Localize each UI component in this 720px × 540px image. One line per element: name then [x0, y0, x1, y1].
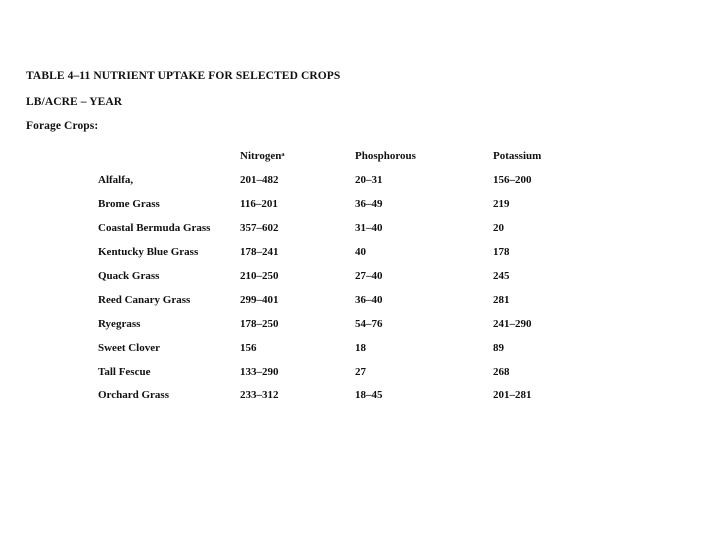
nitrogen-value: 156 [240, 342, 257, 354]
crop-name: Orchard Grass [98, 389, 169, 401]
phosphorous-value: 20–31 [355, 174, 383, 186]
potassium-value: 268 [493, 366, 510, 378]
crop-name: Kentucky Blue Grass [98, 246, 199, 258]
crop-name: Alfalfa, [98, 174, 134, 186]
nitrogen-value: 133–290 [240, 366, 279, 378]
potassium-value: 281 [493, 294, 510, 306]
nitrogen-value: 233–312 [240, 389, 279, 401]
nitrogen-value: 178–241 [240, 246, 279, 258]
units-label: LB/ACRE – YEAR [26, 96, 123, 108]
potassium-value: 20 [493, 222, 504, 234]
potassium-value: 245 [493, 270, 510, 282]
crop-name: Brome Grass [98, 198, 160, 210]
phosphorous-value: 18 [355, 342, 366, 354]
column-header-potassium: Potassium [493, 150, 542, 162]
phosphorous-value: 54–76 [355, 318, 383, 330]
crop-name: Sweet Clover [98, 342, 161, 354]
potassium-value: 201–281 [493, 389, 532, 401]
phosphorous-value: 18–45 [355, 389, 383, 401]
crop-name: Coastal Bermuda Grass [98, 222, 211, 234]
potassium-value: 241–290 [493, 318, 532, 330]
crop-name: Reed Canary Grass [98, 294, 191, 306]
potassium-value: 156–200 [493, 174, 532, 186]
column-header-phosphorous: Phosphorous [355, 150, 416, 162]
crop-name: Tall Fescue [98, 366, 151, 378]
potassium-value: 89 [493, 342, 504, 354]
phosphorous-value: 36–49 [355, 198, 383, 210]
phosphorous-value: 31–40 [355, 222, 383, 234]
phosphorous-value: 27 [355, 366, 366, 378]
nitrogen-value: 178–250 [240, 318, 279, 330]
phosphorous-value: 27–40 [355, 270, 383, 282]
potassium-value: 178 [493, 246, 510, 258]
nitrogen-value: 210–250 [240, 270, 279, 282]
phosphorous-value: 36–40 [355, 294, 383, 306]
nitrogen-value: 116–201 [240, 198, 278, 210]
potassium-value: 219 [493, 198, 510, 210]
phosphorous-value: 40 [355, 246, 366, 258]
crop-name: Quack Grass [98, 270, 160, 282]
table-title: TABLE 4–11 NUTRIENT UPTAKE FOR SELECTED CROPS [26, 70, 341, 82]
nitrogen-value: 299–401 [240, 294, 279, 306]
section-label: Forage Crops: [26, 120, 99, 132]
column-header-nitrogen: Nitrogenᵃ [240, 150, 285, 162]
nitrogen-value: 357–602 [240, 222, 279, 234]
nitrogen-value: 201–482 [240, 174, 279, 186]
crop-name: Ryegrass [98, 318, 141, 330]
